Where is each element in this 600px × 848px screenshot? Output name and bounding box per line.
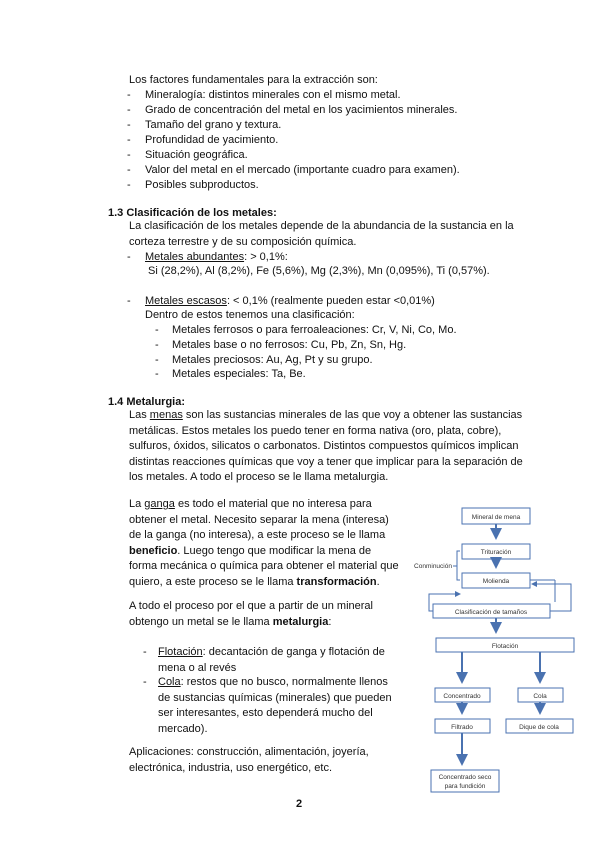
mineral-label: Mineral de mena — [471, 514, 521, 521]
final-label-1: Concentrado seco — [438, 774, 492, 781]
scarce-metals-line: Metales escasos: < 0,1% (realmente pueden estar <0,01%) — [145, 295, 435, 307]
classification-intro: Dentro de estos tenemos una clasificación: — [145, 309, 355, 321]
trituracion-label: Trituración — [480, 549, 512, 556]
final-label-2: para fundición — [444, 783, 486, 790]
metallurgy-flow-diagram — [405, 500, 590, 800]
flotacion-item: Flotación: decantación de ganga y flotación de mena o al revés — [158, 646, 385, 674]
list-item: Tamaño del grano y textura. — [145, 119, 282, 131]
dique-label: Dique de cola — [519, 724, 559, 731]
aplicaciones-paragraph: Aplicaciones: construcción, alimentación, joyería, electrónica, industria, uso energético, etc. — [129, 746, 369, 774]
molienda-label: Molienda — [482, 578, 510, 585]
cola-item: Cola: restos que no busco, normalmente llenos de sustancias químicas (minerales) que pueden ser interesantes, esto dependerá mucho del mercado). — [158, 676, 392, 735]
conminucion-label: Conminución — [414, 563, 452, 570]
abundant-metals-line: Metales abundantes: > 0,1%: — [145, 251, 288, 263]
list-item: Metales ferrosos o para ferroaleaciones: Cr, V, Ni, Co, Mo. — [172, 324, 457, 336]
cola-label: Cola — [533, 693, 547, 700]
abundant-metals-values: Si (28,2%), Al (8,2%), Fe (5,6%), Mg (2,3%), Mn (0,095%), Ti (0,57%). — [148, 265, 490, 277]
list-item: Metales preciosos: Au, Ag, Pt y su grupo. — [172, 354, 373, 366]
filtrado-label: Filtrado — [451, 724, 473, 731]
list-item: Metales base o no ferrosos: Cu, Pb, Zn, Sn, Hg. — [172, 339, 407, 351]
intro-text: Los factores fundamentales para la extracción son: — [129, 74, 378, 86]
section-heading-1-3: 1.3 Clasificación de los metales: — [108, 207, 277, 219]
list-item: Metales especiales: Ta, Be. — [172, 368, 306, 380]
ganga-paragraph: La ganga es todo el material que no interesa para obtener el metal. Necesito separar la mena (interesa) de la ganga (no interesa), a este proceso se le llama beneficio. Luego tengo que modificar la mena de forma mecánica o química para obtener el material que quiero, a este proceso se le llama transformación. — [129, 498, 399, 588]
metalurgia-paragraph: A todo el proceso por el que a partir de un mineral obtengo un metal se le llama metalurgia: — [129, 600, 373, 628]
menas-paragraph: Las menas son las sustancias minerales de las que voy a obtener las sustancias metálicas. Estos metales los puedo tener en forma nativa (oro, plata, cobre), sulfuros, óxidos, silicatos o carbonatos. Distintos compuestos químicos implican distintas reacciones químicas que voy a tener que implicar para la separación de los metales. A todo el proceso se le llama metalurgia. — [129, 409, 523, 483]
clasificacion-label: Clasificación de tamaños — [454, 609, 528, 616]
page-number: 2 — [296, 798, 303, 810]
list-item: Situación geográfica. — [145, 149, 248, 161]
concentrado-label: Concentrado — [443, 693, 481, 700]
classification-paragraph: La clasificación de los metales depende de la abundancia de la sustancia en la corteza terrestre y de su composición química. — [129, 220, 514, 248]
list-item: Mineralogía: distintos minerales con el mismo metal. — [145, 89, 401, 101]
list-item: Grado de concentración del metal en los yacimientos minerales. — [145, 104, 458, 116]
section-heading-1-4: 1.4 Metalurgia: — [108, 396, 186, 408]
list-item: Profundidad de yacimiento. — [145, 134, 279, 146]
list-item: Posibles subproductos. — [145, 179, 259, 191]
list-item: Valor del metal en el mercado (importante cuadro para examen). — [145, 164, 460, 176]
flotacion-label: Flotación — [491, 643, 519, 650]
